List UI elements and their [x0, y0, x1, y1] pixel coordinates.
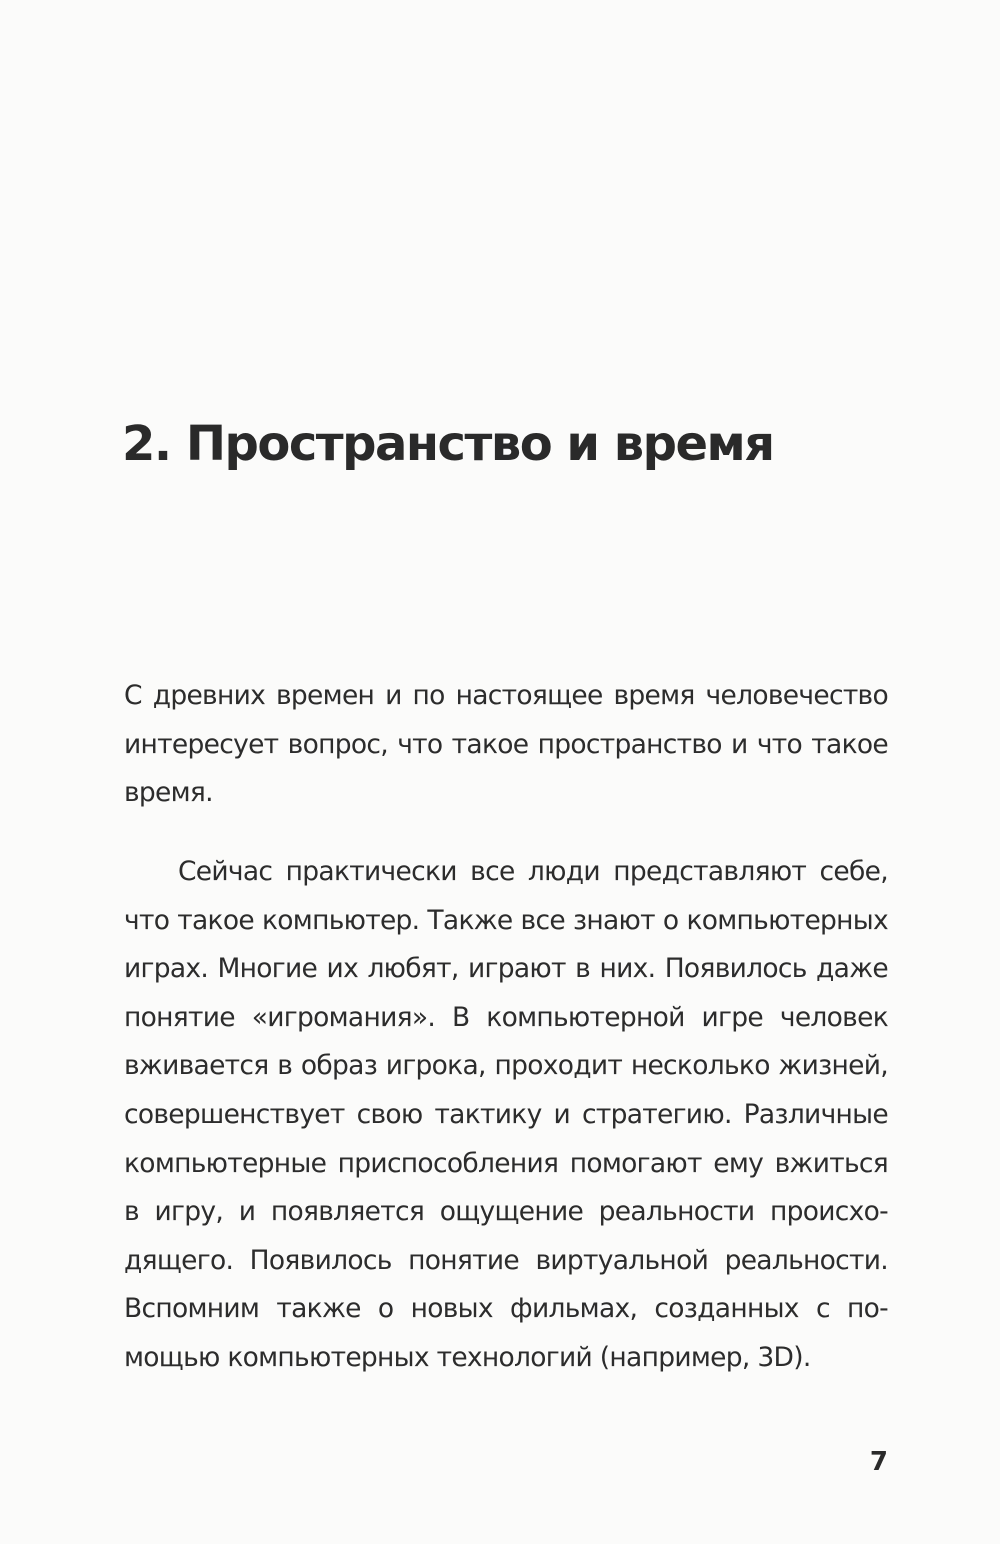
- paragraph-line: Вспомним также о новых фильмах, созданных с по-: [124, 1293, 888, 1325]
- page-number: 7: [869, 1447, 888, 1477]
- paragraph-line: компьютерные приспособления помогают ему вжиться: [124, 1147, 888, 1179]
- paragraph-line: время.: [124, 777, 213, 809]
- paragraph-line: мощью компьютерных технологий (например, 3D).: [124, 1341, 811, 1373]
- chapter-heading: 2. Пространство и время: [122, 416, 774, 472]
- paragraph-line: вживается в образ игрока, проходит несколько жизней,: [124, 1050, 888, 1082]
- paragraph-line: что такое компьютер. Также все знают о компьютерных: [124, 904, 888, 936]
- paragraph-line: понятие «игромания». В компьютерной игре человек: [124, 1001, 888, 1033]
- paragraph-line: дящего. Появилось понятие виртуальной реальности.: [124, 1244, 888, 1276]
- paragraph-line: совершенствует свою тактику и стратегию. Различные: [124, 1098, 888, 1130]
- paragraph-line: в игру, и появляется ощущение реальности происхо-: [124, 1196, 888, 1228]
- paragraph-line: С древних времен и по настоящее время человечество: [124, 680, 888, 711]
- paragraph-2: [124, 848, 888, 1383]
- paragraph-line: интересует вопрос, что такое пространство и что такое: [124, 728, 888, 760]
- paragraph-line: играх. Многие их любят, играют в них. Появилось даже: [124, 953, 888, 985]
- paragraph-1: [124, 672, 888, 818]
- paragraph-line: Сейчас практически все люди представляют себе,: [178, 856, 888, 887]
